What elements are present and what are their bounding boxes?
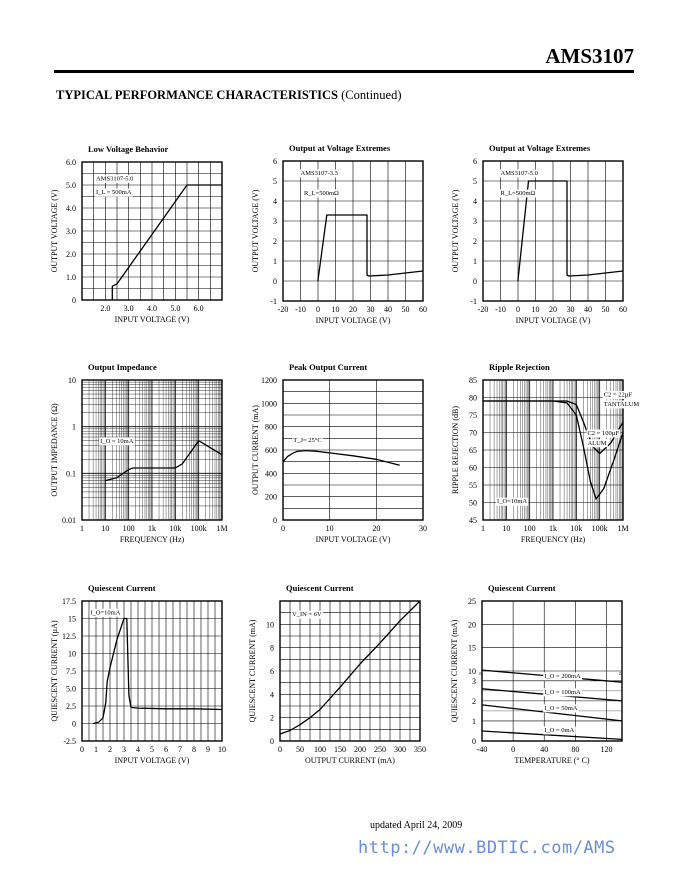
x-tick-label: 30 — [366, 305, 375, 314]
x-axis-label: INPUT VOLTAGE (V) — [114, 756, 190, 765]
x-tick-label: 350 — [414, 745, 426, 754]
annotation: ALUM — [587, 439, 607, 447]
y-axis-label: QUIESCENT CURRENT (mA) — [248, 619, 257, 723]
y-tick-label: 5.0 — [66, 181, 76, 190]
y-tick-label: 85 — [469, 376, 477, 385]
annotation: C2 = 22µF — [603, 391, 633, 399]
x-tick-label: 1M — [216, 524, 228, 533]
y-tick-label: 4 — [473, 197, 477, 206]
chart-title: Quiescent Current — [88, 583, 156, 593]
chart-title: Quiescent Current — [286, 583, 354, 593]
x-tick-label: 100 — [122, 524, 135, 533]
x-tick-label: 3 — [122, 745, 126, 754]
y-tick-label: 2 — [273, 237, 277, 246]
x-tick-label: 10 — [101, 524, 110, 533]
x-tick-label: 250 — [374, 745, 386, 754]
y-tick-label: 20 — [468, 620, 476, 630]
y-tick-label: 200 — [265, 492, 277, 502]
y-tick-label: -2.5 — [63, 737, 76, 746]
axis-break: ≈ — [619, 670, 623, 678]
y-tick-label: 65 — [469, 446, 477, 455]
y-tick-label: 1 — [273, 257, 277, 266]
y-tick-label: 0 — [472, 737, 476, 746]
x-tick-label: 100k — [190, 524, 207, 533]
x-tick-label: -10 — [295, 305, 306, 314]
y-tick-label: -1 — [270, 297, 277, 306]
x-tick-label: 50 — [601, 305, 610, 314]
x-tick-label: 3.0 — [123, 304, 134, 313]
x-tick-label: 50 — [401, 305, 410, 314]
x-tick-label: 7 — [178, 745, 182, 754]
x-tick-label: -40 — [476, 745, 488, 754]
x-tick-label: -20 — [477, 305, 489, 314]
x-tick-label: 0 — [80, 745, 84, 754]
annotation: I_O=10mA — [90, 609, 121, 617]
y-axis-label: OUTPUT VOLTAGE (V) — [451, 189, 460, 273]
x-tick-label: 10 — [325, 524, 334, 533]
gridlines — [82, 380, 222, 520]
x-tick-label: 100 — [314, 745, 326, 754]
axis-break: ≈ — [479, 670, 483, 678]
x-tick-label: 10k — [169, 524, 182, 533]
y-tick-label: 4 — [273, 197, 277, 206]
gridlines — [483, 161, 623, 301]
x-tick-label: 0 — [278, 745, 282, 754]
x-tick-label: 20 — [549, 305, 557, 314]
x-tick-label: -20 — [277, 305, 289, 314]
x-tick-label: 40 — [540, 745, 549, 754]
y-tick-label: 1 — [473, 257, 477, 266]
x-tick-label: 20 — [372, 524, 381, 533]
y-tick-label: 55 — [469, 481, 477, 490]
y-tick-label: 2 — [472, 696, 476, 706]
gridlines — [482, 601, 622, 741]
y-tick-label: -1 — [470, 297, 477, 306]
x-tick-label: 1k — [148, 524, 156, 533]
x-axis-label: INPUT VOLTAGE (V) — [114, 315, 190, 324]
x-axis-label: INPUT VOLTAGE (V) — [315, 535, 391, 544]
y-tick-label: 17.5 — [62, 597, 76, 606]
y-tick-label: 0.1 — [66, 469, 76, 479]
x-tick-label: 8 — [192, 745, 196, 754]
annotation: V_IN = 6V — [292, 611, 322, 619]
annotation: I_O = 100mA — [544, 688, 581, 696]
chart-title: Low Voltage Behavior — [88, 144, 169, 154]
y-tick-label: 0 — [72, 719, 76, 729]
x-axis-label: OUTPUT CURRENT (mA) — [305, 756, 395, 765]
section-title: TYPICAL PERFORMANCE CHARACTERISTICS — [56, 88, 338, 102]
x-tick-label: 6 — [164, 745, 168, 754]
x-tick-label: 40 — [384, 305, 392, 314]
x-tick-label: 10 — [531, 305, 540, 314]
chart-c6 — [451, 362, 640, 544]
annotation: I_O = 0mA — [544, 726, 575, 734]
y-tick-label: 10 — [266, 620, 274, 630]
document-title: AMS3107 — [545, 44, 634, 68]
x-tick-label: 60 — [419, 305, 427, 314]
annotation: I_O=10mA — [497, 498, 528, 506]
x-tick-label: 2 — [108, 745, 112, 754]
chart-c4 — [50, 362, 228, 544]
x-tick-label: 60 — [619, 305, 627, 314]
y-tick-label: 0.01 — [62, 516, 76, 525]
x-tick-label: 5 — [150, 745, 154, 754]
y-axis-label: QUIESCENT CURRENT (mA) — [450, 619, 459, 723]
y-axis-label: OUTPUT IMPEDANCE (Ω) — [50, 403, 59, 497]
x-tick-label: 2.0 — [100, 304, 111, 313]
gridlines — [283, 161, 423, 301]
y-tick-label: 80 — [469, 393, 477, 403]
chart-c9 — [450, 583, 623, 765]
y-tick-label: 75 — [469, 411, 477, 420]
y-tick-label: 2 — [473, 237, 477, 246]
y-tick-label: 0 — [270, 737, 274, 746]
y-tick-label: 2 — [270, 713, 274, 723]
y-axis-label: RIPPLE REJECTION (dB) — [451, 406, 460, 494]
y-tick-label: 12.5 — [62, 632, 76, 641]
y-tick-label: 5 — [473, 177, 477, 186]
chart-title: Output Impedance — [88, 362, 157, 372]
x-tick-label: 20 — [349, 305, 357, 314]
annotation: I_O = 200mA — [544, 673, 581, 680]
y-tick-label: 0 — [273, 516, 277, 525]
x-tick-label: 1 — [80, 524, 84, 533]
x-tick-label: 0 — [511, 745, 516, 754]
x-tick-label: 0 — [516, 305, 520, 314]
x-tick-label: 10 — [502, 524, 511, 533]
y-tick-label: 600 — [265, 446, 277, 455]
y-tick-label: 1200 — [261, 376, 277, 385]
annotation: AMS3107-5.0 — [500, 170, 538, 177]
annotation: T_J= 25°C — [293, 436, 322, 444]
y-tick-label: 3 — [472, 676, 476, 686]
y-axis-label: OUTPUT VOLTAGE (V) — [50, 189, 59, 273]
annotation: C2 = 100µF — [587, 429, 620, 437]
x-tick-label: 1k — [549, 524, 557, 533]
gridlines — [283, 380, 423, 520]
chart-c7 — [50, 583, 226, 765]
y-tick-label: 3.0 — [66, 227, 76, 236]
x-tick-label: 1 — [481, 524, 485, 533]
x-tick-label: 10 — [218, 745, 226, 754]
annotation: R_L=500mΩ — [500, 190, 536, 197]
chart-c1 — [50, 144, 222, 324]
y-tick-label: 1000 — [261, 399, 277, 409]
x-tick-label: 100 — [523, 524, 536, 533]
x-tick-label: -10 — [495, 305, 506, 314]
y-tick-label: 3 — [473, 217, 477, 226]
chart-title: Peak Output Current — [289, 362, 368, 372]
x-tick-label: 0 — [316, 305, 320, 314]
y-tick-label: 5 — [273, 177, 277, 186]
y-tick-label: 60 — [469, 463, 477, 473]
y-axis-label: QUIESCENT CURRENT (µA) — [50, 620, 59, 722]
x-tick-label: 300 — [394, 745, 406, 754]
annotation: AMS3107-3.3 — [300, 170, 338, 177]
x-axis-label: TEMPERATURE (° C) — [514, 756, 590, 765]
x-tick-label: 120 — [600, 745, 613, 754]
x-tick-label: 150 — [334, 745, 346, 754]
y-tick-label: 70 — [469, 428, 477, 438]
y-tick-label: 15 — [68, 614, 76, 624]
x-tick-label: 80 — [571, 745, 580, 754]
section-suffix: (Continued) — [341, 88, 402, 102]
y-tick-label: 10 — [68, 376, 76, 385]
annotation: I_O = 10mA — [100, 437, 134, 445]
series-line — [105, 441, 222, 481]
y-tick-label: 2.5 — [66, 702, 76, 711]
annotation: AMS3107-5.0 — [96, 175, 134, 183]
y-tick-label: 6.0 — [66, 158, 76, 167]
y-tick-label: 5.0 — [66, 684, 76, 694]
chart-c2 — [251, 143, 427, 325]
x-tick-label: 9 — [206, 745, 210, 754]
chart-title: Output at Voltage Extremes — [489, 143, 591, 153]
y-tick-label: 0 — [473, 277, 477, 286]
source-url[interactable]: http://www.BDTIC.com/AMS — [358, 838, 616, 858]
y-tick-label: 4 — [270, 690, 274, 700]
x-tick-label: 40 — [584, 305, 592, 314]
x-tick-label: 200 — [354, 745, 366, 754]
annotation: R_L=500mΩ — [304, 190, 339, 197]
y-tick-label: 6 — [273, 157, 277, 166]
y-tick-label: 25 — [468, 597, 476, 606]
x-tick-label: 10k — [570, 524, 583, 533]
y-tick-label: 7.5 — [66, 667, 76, 676]
y-tick-label: 1.0 — [66, 273, 76, 282]
y-tick-label: 1 — [72, 422, 76, 432]
y-tick-label: 800 — [265, 422, 277, 432]
y-tick-label: 0 — [72, 296, 76, 305]
y-tick-label: 2.0 — [66, 250, 76, 259]
x-axis-label: INPUT VOLTAGE (V) — [515, 316, 591, 325]
x-tick-label: 30 — [419, 524, 427, 533]
chart-c8 — [248, 583, 426, 765]
chart-c3 — [451, 143, 627, 325]
x-tick-label: 1M — [617, 524, 629, 533]
chart-title: Output at Voltage Extremes — [289, 143, 391, 153]
annotation: TANTALUM — [603, 400, 640, 408]
y-axis-label: OUTPUT CURRENT (mA) — [251, 405, 260, 495]
y-tick-label: 6 — [473, 157, 477, 166]
y-tick-label: 4.0 — [66, 204, 76, 213]
annotation: I_O = 50mA — [544, 704, 578, 712]
x-axis-label: INPUT VOLTAGE (V) — [315, 316, 391, 325]
y-axis-label: OUTPUT VOLTAGE (V) — [251, 189, 260, 273]
x-tick-label: 10 — [331, 305, 340, 314]
x-tick-label: 100k — [591, 524, 608, 533]
series-line — [283, 451, 400, 466]
x-tick-label: 50 — [296, 745, 304, 754]
y-tick-label: 50 — [469, 498, 477, 508]
y-tick-label: 0 — [273, 277, 277, 286]
x-axis-label: FREQUENCY (Hz) — [520, 535, 586, 544]
annotation: I_L = 500mA — [96, 189, 132, 197]
y-tick-label: 1 — [472, 716, 476, 726]
y-tick-label: 8 — [270, 643, 274, 653]
x-tick-label: 1 — [94, 745, 98, 754]
y-tick-label: 10 — [468, 667, 476, 676]
y-tick-label: 400 — [265, 469, 277, 479]
gridlines — [82, 601, 222, 741]
x-tick-label: 30 — [566, 305, 575, 314]
y-tick-label: 15 — [468, 643, 476, 653]
chart-title: Quiescent Current — [488, 583, 556, 593]
chart-title: Ripple Rejection — [489, 362, 550, 372]
y-tick-label: 3 — [273, 217, 277, 226]
x-tick-label: 0 — [281, 524, 285, 533]
y-tick-label: 6 — [270, 667, 274, 676]
x-tick-label: 6.0 — [193, 304, 204, 313]
updated-date: updated April 24, 2009 — [370, 820, 463, 831]
y-tick-label: 10 — [68, 649, 76, 659]
y-tick-label: 45 — [469, 516, 477, 525]
chart-c5 — [251, 362, 427, 544]
x-tick-label: 4.0 — [147, 304, 157, 313]
x-axis-label: FREQUENCY (Hz) — [119, 535, 185, 544]
x-tick-label: 5.0 — [170, 304, 181, 313]
x-tick-label: 4 — [136, 745, 140, 754]
